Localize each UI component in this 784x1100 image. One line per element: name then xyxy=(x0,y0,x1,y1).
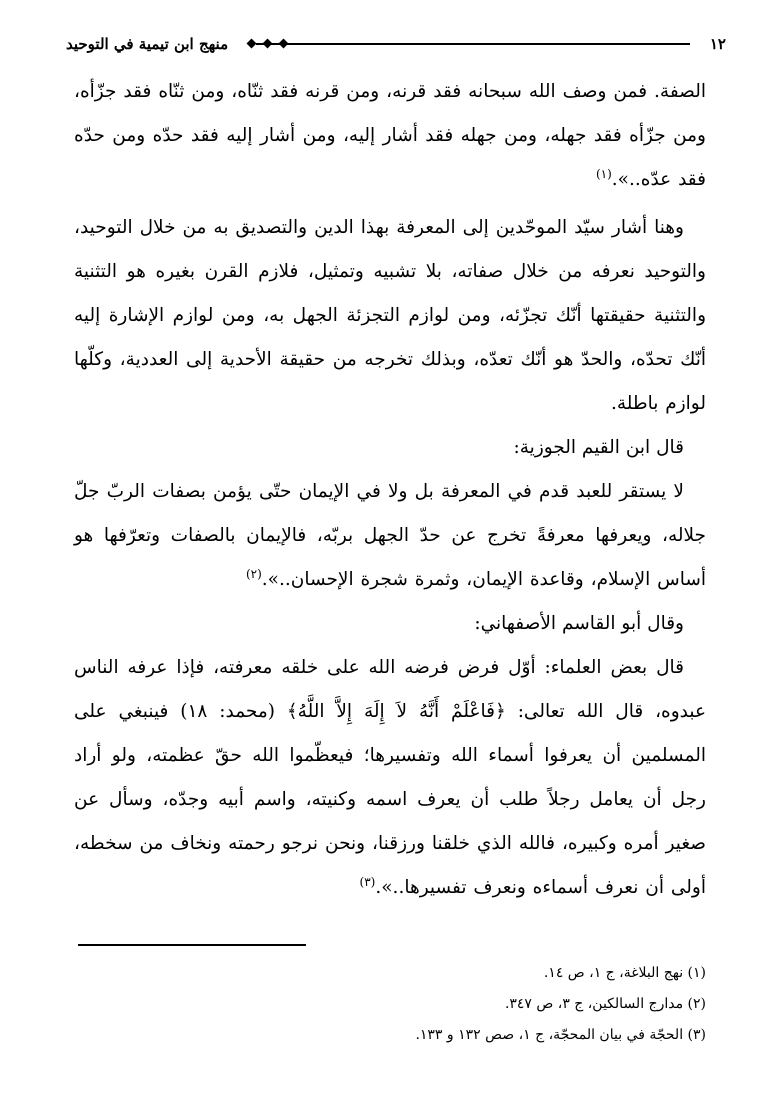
paragraph-4 xyxy=(74,646,706,910)
paragraph-1 xyxy=(74,70,706,202)
footnote-1: (١) نهج البلاغة، ج ١، ص ١٤. xyxy=(543,965,706,981)
footnote-ref-2[interactable]: (٢) xyxy=(245,566,262,581)
running-title: منهج ابن تيمية في التوحيد xyxy=(66,35,229,53)
footnote-ref-1[interactable]: (١) xyxy=(595,166,612,181)
quote-heading-2: وقال أبو القاسم الأصفهاني: xyxy=(474,613,684,634)
paragraph-1-text: الصفة. فمن وصف الله سبحانه فقد قرنه، ومن قرنه فقد ثنّاه، ومن ثنّاه فقد جزّأه، ومن جزّأه فقد جهله، ومن جهله فقد أشار إليه، ومن أشار إليه فقد حدّه ومن حدّه فقد عدّه..». xyxy=(74,81,706,190)
footnote-3: (٣) الحجّة في بيان المحجّة، ج ١، صص ١٣٢ و ١٣٣. xyxy=(415,1027,706,1043)
footnote-separator xyxy=(78,944,306,946)
footnotes xyxy=(74,958,706,1051)
footnote-ref-3[interactable]: (٣) xyxy=(359,874,376,889)
main-text xyxy=(74,70,706,910)
paragraph-4-text: قال بعض العلماء: أوّل فرض فرضه الله على خلقه معرفته، فإذا عرفه الناس عبدوه، قال الله تعالى: ﴿فَاعْلَمْ أَنَّهُ لاَ إِلَهَ إِلاَّ اللَّهُ﴾ (محمد: ١٨) فينبغي على المسلمين أن يعرفوا أسماء الله وتفسيرها؛ فيعظّموا الله حقّ عظمته، ولو أراد رجل أن يعامل رجلاً طلب أن يعرف اسمه وكنيته، واسم أبيه وجدّه، وسأل عن صغير أمره وكبيره، فالله الذي خلقنا ورزقنا، ونحن نرجو رحمته ونخاف من سخطه، أولى أن نعرف أسماءه ونعرف تفسيرها..». xyxy=(74,657,706,898)
paragraph-3-text: لا يستقر للعبد قدم في المعرفة بل ولا في الإيمان حتّى يؤمن بصفات الربّ جلّ جلاله، ويعرفها معرفةً تخرج عن حدّ الجهل بربّه، فالإيمان بالصفات وتعرّفها هو أساس الإسلام، وقاعدة الإيمان، وثمرة شجرة الإحسان..». xyxy=(74,481,706,590)
header-rule xyxy=(256,43,690,45)
diamond-ornament-icon xyxy=(279,39,289,49)
footnote-2: (٢) مدارج السالكين، ج ٣، ص ٣٤٧. xyxy=(504,996,706,1012)
diamond-ornament-icon xyxy=(247,39,257,49)
paragraph-3 xyxy=(74,470,706,602)
quote-heading-1: قال ابن القيم الجوزية: xyxy=(513,437,684,458)
running-header xyxy=(66,32,726,56)
page-number: ١٢ xyxy=(709,35,726,53)
diamond-ornament-icon xyxy=(263,39,273,49)
paragraph-2 xyxy=(74,206,706,426)
paragraph-2-text: وهنا أشار سيّد الموحّدين إلى المعرفة بهذا الدين والتصديق به من خلال التوحيد، والتوحيد نعرفه من خلال صفاته، بلا تشبيه وتمثيل، فلازم القرن بغيره هو التثنية والتثنية حقيقتها أنّك تجزّئه، ومن لوازم التجزئة الجهل به، ومن لوازم الإشارة إليه أنّك تحدّه، والحدّ هو أنّك تعدّه، وبذلك تخرجه من حقيقة الأحدية إلى العددية، وكلّها لوازم باطلة. xyxy=(74,217,706,414)
